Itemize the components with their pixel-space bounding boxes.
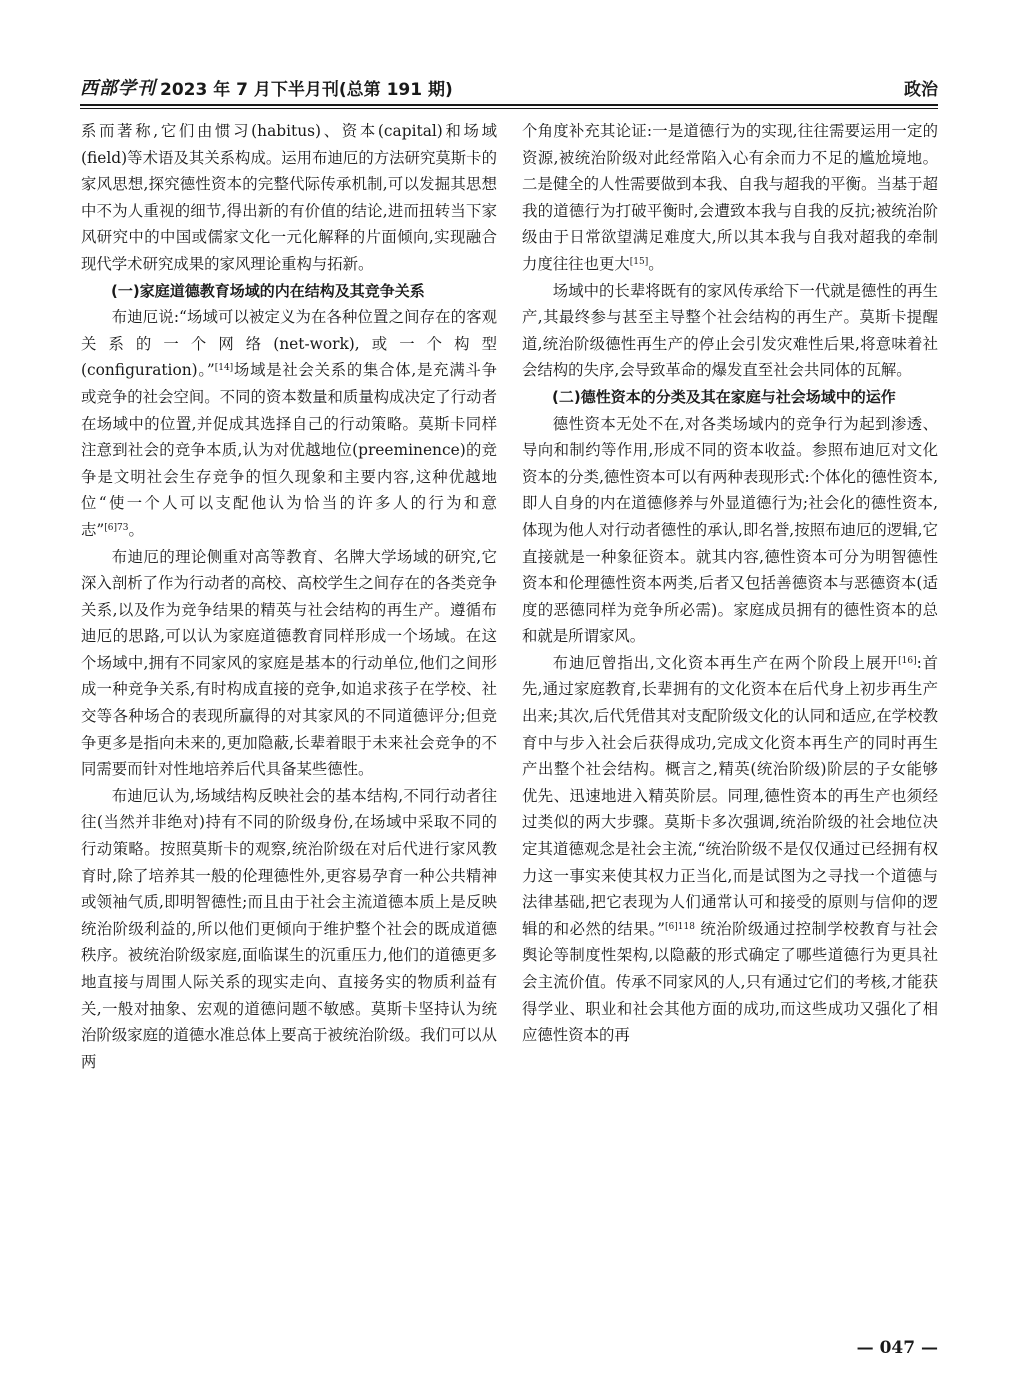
paragraph: 系而著称,它们由惯习(habitus)、资本(capital)和场域(field)等术语及其关系构成。运用布迪厄的方法研究莫斯卡的家风思想,探究德性资本的完整代际传承机制,可以发掘其思想中不为人重视的细节,得出新的有价值的结论,进而扭转当下家风研究中的中国或儒家文化一元化解释的片面倾向,实现融合现代学术研究成果的家风理论重构与拓新。: [81, 122, 497, 273]
section-heading-2: (二)德性资本的分类及其在家庭与社会场域中的运作: [552, 387, 896, 406]
paragraph: 布迪厄说:“场域可以被定义为在各种位置之间存在的客观关系的一个网络(net-work),或一个构型(configuration)。”[14]场域是社会关系的集合体,是充满斗争或竞争的社会空间。不同的资本数量和质量构成决定了行动者在场域中的位置,并促成其选择自己的行动策略。莫斯卡同样注意到社会的竞争本质,认为对优越地位(preeminence)的竞争是文明社会生存竞争的恒久现象和主要内容,这种优越地位“使一个人可以支配他认为恰当的许多人的行为和意志”$^{[6]73}$。: [81, 308, 497, 539]
paragraph: 场域中的长辈将既有的家风传承给下一代就是德性的再生产,其最终参与甚至主导整个社会结构的再生产。莫斯卡提醒道,统治阶级德性再生产的停止会引发灾难性后果,将意味着社会结构的失序,会导致革命的爆发直至社会共同体的瓦解。: [522, 281, 938, 380]
citation: [6]118: [665, 921, 695, 932]
citation: [16]: [898, 655, 917, 666]
citation: [6]73: [104, 522, 129, 533]
citation: [15]: [629, 256, 649, 267]
header-rule-thin: [80, 108, 938, 109]
section-heading-1: (一)家庭道德教育场域的内在结构及其竞争关系: [111, 281, 425, 300]
left-column: [81, 118, 497, 1075]
running-header: [80, 74, 938, 100]
header-rule-thick: [80, 104, 938, 106]
section-label: 政治: [904, 80, 938, 100]
citation: [14]: [214, 363, 234, 374]
paragraph: 布迪厄曾指出,文化资本再生产在两个阶段上展开[16]:首先,通过家庭教育,长辈拥有的文化资本在后代身上初步再生产出来;其次,后代凭借其对支配阶级文化的认同和适应,在学校教育中与步入社会后获得成功,完成文化资本再生产的同时再生产出整个社会结构。概言之,精英(统治阶级)阶层的子女能够优先、迅速地进入精英阶层。同理,德性资本的再生产也须经过类似的两大步骤。莫斯卡多次强调,统治阶级的社会地位决定其道德观念是社会主流,“统治阶级不是仅仅通过已经拥有权力这一事实来使其权力正当化,而是试图为之寻找一个道德与法律基础,把它表现为人们通常认可和接受的原则与信仰的逻辑的和必然的结果。”$^{[6]118}$ 统治阶级通过控制学校教育与社会舆论等制度性架构,以隐蔽的形式确定了哪些道德行为更具社会主流价值。传承不同家风的人,只有通过它们的考核,才能获得学业、职业和社会其他方面的成功,而这些成功又强化了相应德性资本的再: [522, 653, 938, 1045]
paragraph: 布迪厄认为,场域结构反映社会的基本结构,不同行动者往往(当然并非绝对)持有不同的阶级身份,在场域中采取不同的行动策略。按照莫斯卡的观察,统治阶级在对后代进行家风教育时,除了培养其一般的伦理德性外,更容易孕育一种公共精神或领袖气质,即明智德性;而且由于社会主流道德本质上是反映统治阶级利益的,所以他们更倾向于维护整个社会的既成道德秩序。被统治阶级家庭,面临谋生的沉重压力,他们的道德更多地直接与周围人际关系的现实走向、直接务实的物质利益有关,一般对抽象、宏观的道德问题不敏感。莫斯卡坚持认为统治阶级家庭的道德水准总体上要高于被统治阶级。我们可以从两: [81, 786, 497, 1071]
right-column: [522, 118, 938, 1049]
journal-logo: 西部学刊: [80, 78, 156, 99]
issue-info: 2023 年 7 月下半月刊(总第 191 期): [160, 80, 453, 100]
paragraph: 个角度补充其论证:一是道德行为的实现,往往需要运用一定的资源,被统治阶级对此经常陷入心有余而力不足的尴尬境地。二是健全的人性需要做到本我、自我与超我的平衡。当基于超我的道德行为打破平衡时,会遭致本我与自我的反抗;被统治阶级由于日常欲望满足难度大,所以其本我与自我对超我的牵制力度往往也更大[15]。: [522, 122, 938, 273]
journal-info: [80, 74, 453, 100]
page-number: — 047 —: [856, 1338, 938, 1358]
paragraph: 德性资本无处不在,对各类场域内的竞争行为起到渗透、导向和制约等作用,形成不同的资本收益。参照布迪厄对文化资本的分类,德性资本可以有两种表现形式:个体化的德性资本,即人自身的内在道德修养与外显道德行为;社会化的德性资本,体现为他人对行动者德性的承认,即名誉,按照布迪厄的逻辑,它直接就是一种象征资本。就其内容,德性资本可分为明智德性资本和伦理德性资本两类,后者又包括善德资本与恶德资本(适度的恶德同样为竞争所必需)。家庭成员拥有的德性资本的总和就是所谓家风。: [522, 414, 938, 646]
paragraph: 布迪厄的理论侧重对高等教育、名牌大学场域的研究,它深入剖析了作为行动者的高校、高校学生之间存在的各类竞争关系,以及作为竞争结果的精英与社会结构的再生产。遵循布迪厄的思路,可以认为家庭道德教育同样形成一个场域。在这个场域中,拥有不同家风的家庭是基本的行动单位,他们之间形成一种竞争关系,有时构成直接的竞争,如追求孩子在学校、社交等各种场合的表现所赢得的对其家风的不同道德评分;但竞争更多是指向未来的,更加隐蔽,长辈着眼于未来社会竞争的不同需要而针对性地培养后代具备某些德性。: [81, 547, 497, 779]
